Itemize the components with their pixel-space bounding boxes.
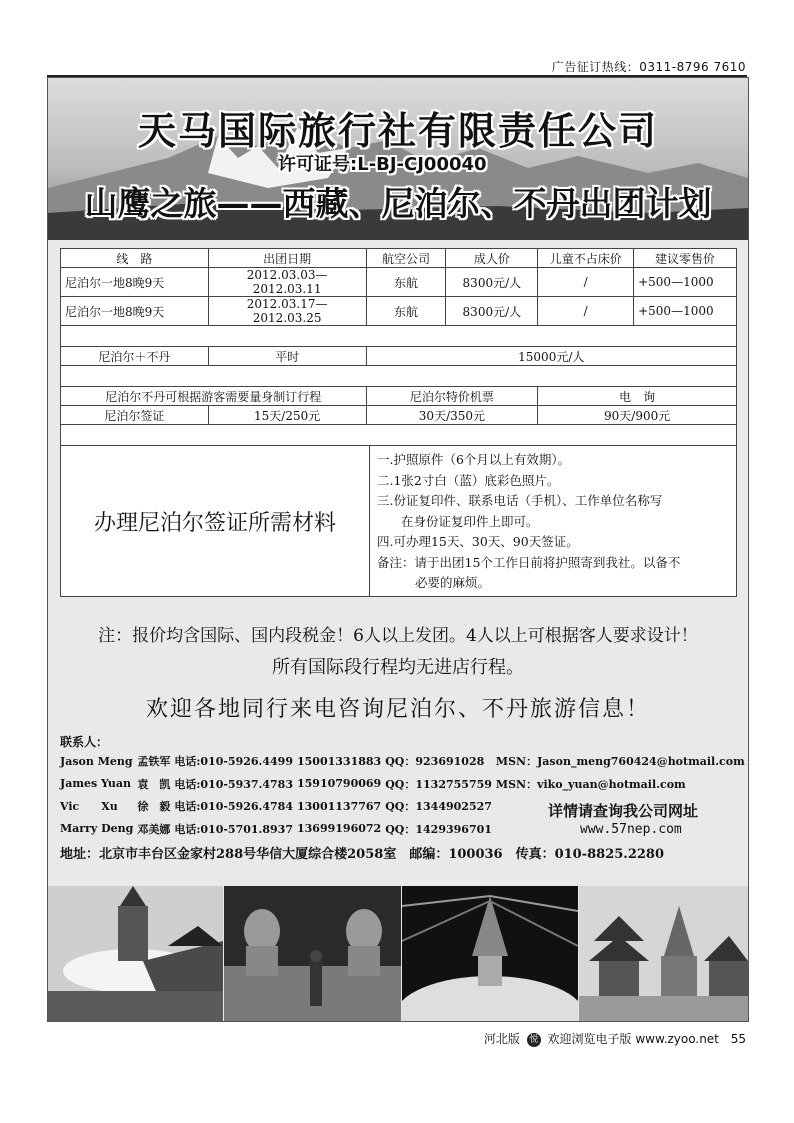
prayer-flags-photo	[402, 886, 578, 1021]
materials-title: 办理尼泊尔签证所需材料	[61, 446, 370, 596]
contact-qq: QQ：1132755759	[385, 777, 492, 791]
contact-qq: QQ：1344902527	[385, 800, 492, 814]
contact-mobile: 13699196072	[297, 822, 382, 836]
contact-name-en: Vic Xu	[60, 800, 118, 814]
ad-panel	[47, 77, 749, 1022]
materials-item: 四.可办理15天、30天、90天签证。	[377, 534, 579, 549]
price-table	[60, 248, 737, 446]
contact-phone: 电话:010-5701.8937	[174, 822, 293, 836]
airline-cell: 东航	[366, 297, 446, 326]
welcome-message: 欢迎各地同行来电咨询尼泊尔、不丹旅游信息！	[145, 697, 650, 722]
contact-mobile: 15910790069	[297, 777, 382, 791]
header-cell: 航空公司	[366, 249, 446, 268]
table-row-visa	[61, 406, 737, 425]
ad-hotline: 广告征订热线：0311-8796 7610	[551, 60, 746, 74]
materials-item: 备注：请于出团15个工作日前将护照寄到我社。以备不	[377, 554, 681, 570]
contact-name-cn: 袁 凯	[137, 777, 171, 791]
page-footer	[484, 1030, 746, 1047]
edition-label: 河北版	[483, 1032, 520, 1046]
temple-guardians-photo	[224, 886, 401, 1021]
table-header-row	[61, 249, 737, 268]
header-cell: 线 路	[61, 249, 209, 268]
route-cell: 尼泊尔＋不丹	[61, 347, 209, 366]
contact-name-en: James Yuan	[60, 777, 132, 791]
header-cell: 成人价	[446, 249, 538, 268]
header-cell: 建议零售价	[634, 249, 737, 268]
address-line: 地址：北京市丰台区金家村288号华信大厦综合楼2058室 邮编：100036 传真：010-8825.2280	[60, 847, 665, 862]
contact-row	[60, 773, 749, 796]
footer-text: 欢迎浏览电子版 www.zyoo.net	[547, 1032, 719, 1046]
durbar-square-photo	[579, 886, 748, 1021]
materials-item: 一.护照原件（6个月以上有效期）。	[377, 452, 571, 467]
header-cell: 出团日期	[208, 249, 366, 268]
contact-name-cn: 孟铁军	[137, 755, 171, 769]
retail-price-cell: +500—1000	[634, 297, 737, 326]
photo-strip	[48, 886, 748, 1021]
table-spacer-row	[61, 326, 737, 347]
price-cell: 15000元/人	[366, 347, 736, 366]
period-cell: 平时	[208, 347, 366, 366]
page-number: 55	[730, 1032, 746, 1046]
airline-cell: 东航	[366, 268, 446, 297]
price-notice: 注：报价均含国际、国内段税金！6人以上发团。4人以上可根据客人要求设计！	[98, 626, 698, 646]
special-flights-cell: 尼泊尔特价机票	[366, 387, 538, 406]
contact-row	[60, 750, 749, 773]
contact-mobile: 13001137767	[297, 799, 382, 813]
visa-label-cell: 尼泊尔签证	[61, 406, 209, 425]
banner	[48, 78, 748, 240]
table-row	[61, 297, 737, 326]
materials-list	[377, 450, 680, 594]
route-cell: 尼泊尔一地8晚9天	[61, 297, 209, 326]
visa-30-cell: 30天/350元	[366, 406, 538, 425]
license-number: 许可证号:L-BJ-CJ00040	[278, 154, 487, 175]
date-cell: 2012.03.17—2012.03.25	[208, 297, 366, 326]
route-cell: 尼泊尔一地8晚9天	[61, 268, 209, 297]
table-spacer-row	[61, 366, 737, 387]
contact-phone: 电话:010-5937.4783	[174, 777, 293, 791]
contact-name-en: Marry Deng	[60, 822, 134, 836]
website-link[interactable]: www.57nep.com	[580, 822, 682, 837]
custom-itinerary-cell: 尼泊尔不丹可根据游客需要量身制订行程	[61, 387, 367, 406]
child-price-cell: /	[538, 297, 634, 326]
contact-phone: 电话:010-5926.4499	[174, 755, 293, 769]
materials-item: 三.份证复印件、联系电话（手机）、工作单位名称写	[377, 493, 663, 508]
no-shopping-note: 所有国际段行程均无进店行程。	[272, 657, 524, 678]
website-note: 详情请查询我公司网址	[548, 802, 699, 820]
adult-price-cell: 8300元/人	[446, 268, 538, 297]
visa-15-cell: 15天/250元	[208, 406, 366, 425]
inquiry-cell: 电 询	[538, 387, 737, 406]
date-cell: 2012.03.03—2012.03.11	[208, 268, 366, 297]
contact-msn: MSN：viko_yuan@hotmail.com	[495, 777, 686, 791]
table-row	[61, 268, 737, 297]
contact-name-cn: 邓美娜	[137, 822, 171, 836]
materials-item: 必要的麻烦。	[415, 575, 491, 590]
materials-item: 在身份证复印件上即可。	[401, 513, 539, 529]
contact-qq: QQ：1429396701	[385, 822, 492, 836]
materials-item: 二.1张2寸白（蓝）底彩色照片。	[377, 472, 560, 488]
adult-price-cell: 8300元/人	[446, 297, 538, 326]
contact-name-cn: 徐 毅	[137, 800, 171, 814]
contact-name-en: Jason Meng	[60, 754, 133, 768]
table-spacer-row	[61, 425, 737, 446]
contacts-label: 联系人：	[60, 734, 109, 749]
contact-mobile: 15001331883	[297, 754, 382, 768]
magazine-badge-icon: 悦	[527, 1033, 541, 1047]
contact-msn: MSN：Jason_meng760424@hotmail.com	[495, 755, 745, 769]
visa-90-cell: 90天/900元	[538, 406, 737, 425]
table-row-custom	[61, 387, 737, 406]
child-price-cell: /	[538, 268, 634, 297]
retail-price-cell: +500—1000	[634, 268, 737, 297]
contact-qq: QQ：923691028	[385, 755, 485, 769]
table-row-np-bhutan	[61, 347, 737, 366]
tour-title: 山鹰之旅——西藏、尼泊尔、不丹出团计划	[84, 184, 712, 223]
header-cell: 儿童不占床价	[538, 249, 634, 268]
contact-phone: 电话:010-5926.4784	[174, 800, 293, 814]
visa-materials-box	[60, 445, 737, 597]
stupa-photo	[48, 886, 223, 1021]
company-name: 天马国际旅行社有限责任公司	[137, 109, 658, 153]
